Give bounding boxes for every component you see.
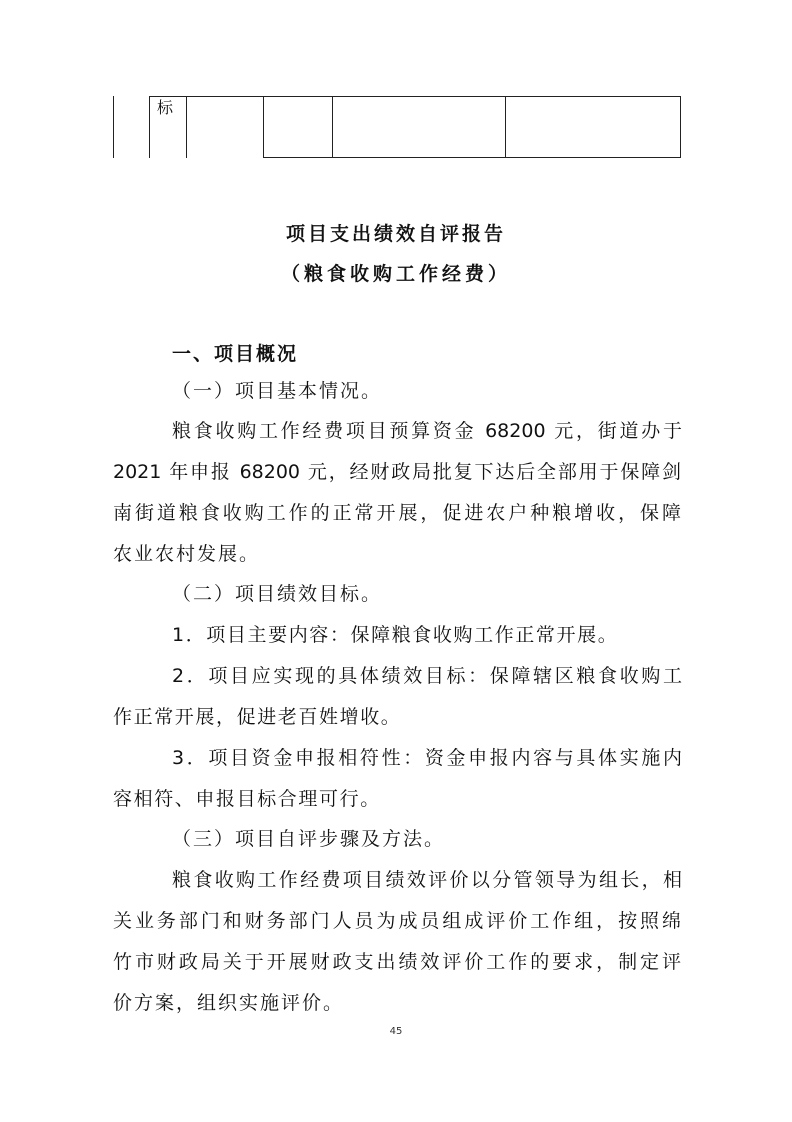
paragraph-line: 粮食收购工作经费项目绩效评价以分管领导为组长，相 bbox=[172, 869, 682, 891]
report-title: 项目支出绩效自评报告 bbox=[285, 223, 506, 245]
table-border-line bbox=[505, 96, 506, 158]
table-fragment bbox=[113, 96, 681, 158]
list-item: 容相符、申报目标合理可行。 bbox=[113, 788, 381, 810]
subsection-heading: （一）项目基本情况。 bbox=[172, 380, 383, 402]
list-item: 2．项目应实现的具体绩效目标：保障辖区粮食收购工 bbox=[172, 665, 682, 687]
paragraph-line: 价方案，组织实施评价。 bbox=[113, 992, 345, 1014]
table-top-border bbox=[149, 96, 681, 97]
table-border-line bbox=[186, 96, 187, 158]
list-item: 1．项目主要内容：保障粮食收购工作正常开展。 bbox=[172, 624, 619, 646]
paragraph-line: 粮食收购工作经费项目预算资金 68200 元，街道办于 bbox=[172, 420, 682, 442]
table-border-line bbox=[332, 96, 333, 158]
section-heading: 一、项目概况 bbox=[172, 343, 299, 365]
subsection-heading: （三）项目自评步骤及方法。 bbox=[172, 828, 446, 850]
list-item: 3．项目资金申报相符性：资金申报内容与具体实施内 bbox=[172, 747, 682, 769]
paragraph-line: 南街道粮食收购工作的正常开展，促进农户种粮增收，保障 bbox=[113, 502, 681, 524]
report-subtitle: （粮食收购工作经费） bbox=[280, 263, 511, 285]
table-border-line bbox=[113, 96, 114, 158]
subsection-heading: （二）项目绩效目标。 bbox=[172, 583, 383, 605]
table-border-line bbox=[680, 96, 681, 158]
table-cell-label: 标 bbox=[157, 98, 174, 117]
table-bottom-border bbox=[263, 157, 681, 158]
list-item: 作正常开展，促进老百姓增收。 bbox=[113, 706, 402, 728]
table-border-line bbox=[263, 96, 264, 158]
paragraph-line: 关业务部门和财务部门人员为成员组成评价工作组，按照绵 bbox=[113, 910, 681, 932]
paragraph-line: 农业农村发展。 bbox=[113, 543, 261, 565]
table-border-line bbox=[149, 96, 150, 158]
paragraph-line: 2021 年申报 68200 元，经财政局批复下达后全部用于保障剑 bbox=[113, 461, 681, 483]
page-number: 45 bbox=[389, 1026, 403, 1037]
paragraph-line: 竹市财政局关于开展财政支出绩效评价工作的要求，制定评 bbox=[113, 951, 681, 973]
